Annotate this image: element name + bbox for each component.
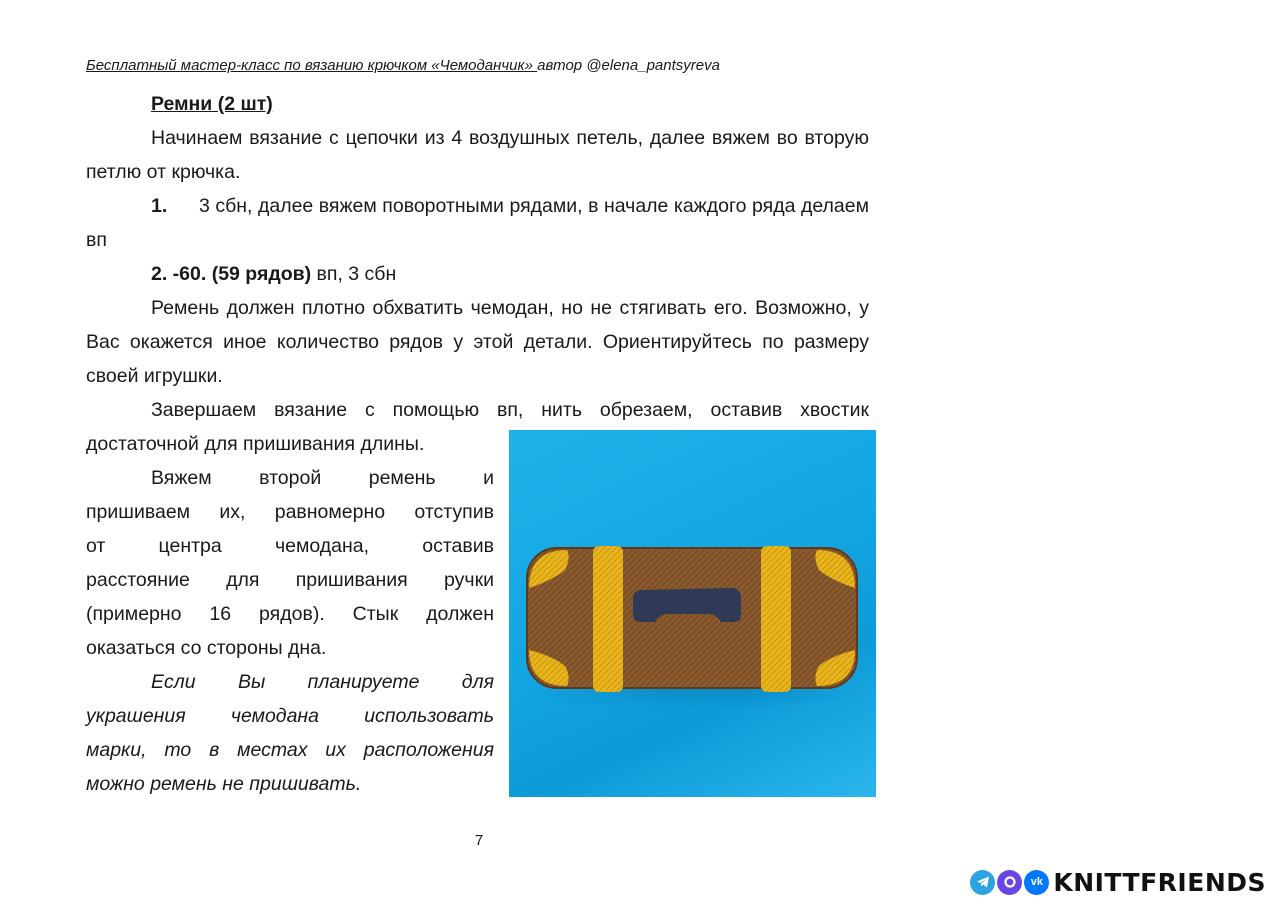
text-line: пришиваем их, равномерно отступив bbox=[86, 501, 494, 523]
intro-paragraph: Начинаем вязание с цепочки из 4 воздушных петель, далее вяжем во вторую петлю от крючка. bbox=[86, 127, 869, 183]
text-line: Вяжем второй ремень и bbox=[151, 467, 494, 489]
step-1 bbox=[86, 189, 869, 257]
text-line: от центра чемодана, оставив bbox=[86, 535, 494, 557]
step-2-rows: 2. -60. (59 рядов) bbox=[151, 263, 312, 285]
text-line: оказаться со стороны дна. bbox=[86, 637, 327, 659]
telegram-icon bbox=[970, 870, 995, 895]
text-line: можно ремень не пришивать. bbox=[86, 773, 362, 795]
knittfriends-watermark bbox=[970, 866, 1266, 898]
text-line: Если Вы планируете для bbox=[151, 671, 494, 693]
second-strap-paragraph bbox=[86, 461, 494, 665]
page-number: 7 bbox=[474, 832, 484, 849]
suitcase-body bbox=[527, 548, 857, 688]
vk-icon: vk bbox=[1024, 870, 1049, 895]
section-title: Ремни (2 шт) bbox=[151, 93, 273, 115]
text-line: расстояние для пришивания ручки bbox=[86, 569, 494, 591]
text-line: украшения чемодана использовать bbox=[86, 705, 494, 727]
finish-paragraph-line-2: достаточной для пришивания длины. bbox=[86, 433, 425, 455]
header-title: Бесплатный мастер-класс по вязанию крючком «Чемоданчик» bbox=[86, 57, 538, 74]
step-2-text: вп, 3 сбн bbox=[311, 263, 397, 285]
text-line: марки, то в местах их расположения bbox=[86, 739, 494, 761]
strap-right bbox=[761, 546, 791, 692]
step-2 bbox=[86, 257, 869, 291]
max-icon bbox=[997, 870, 1022, 895]
finish-paragraph-line-1: Завершаем вязание с помощью вп, нить обрезаем, оставив хвостик bbox=[151, 399, 869, 421]
brand-name: KNITTFRIENDS bbox=[1053, 867, 1266, 897]
strap-left bbox=[593, 546, 623, 692]
document-header bbox=[86, 55, 886, 77]
header-author: автор @elena_pantsyreva bbox=[537, 57, 720, 74]
crochet-suitcase-illustration bbox=[509, 430, 876, 797]
fit-paragraph: Ремень должен плотно обхватить чемодан, но не стягивать его. Возможно, у Вас окажется иное количество рядов у этой детали. Ориентируйтесь по размеру своей игрушки. bbox=[86, 297, 869, 387]
stamps-note-paragraph bbox=[86, 665, 494, 801]
text-line: (примерно 16 рядов). Стык должен bbox=[86, 603, 494, 625]
step-1-number: 1. bbox=[151, 195, 168, 217]
step-1-text: 3 сбн, далее вяжем поворотными рядами, в начале каждого ряда делаем вп bbox=[86, 195, 869, 251]
suitcase-photo bbox=[509, 430, 876, 797]
